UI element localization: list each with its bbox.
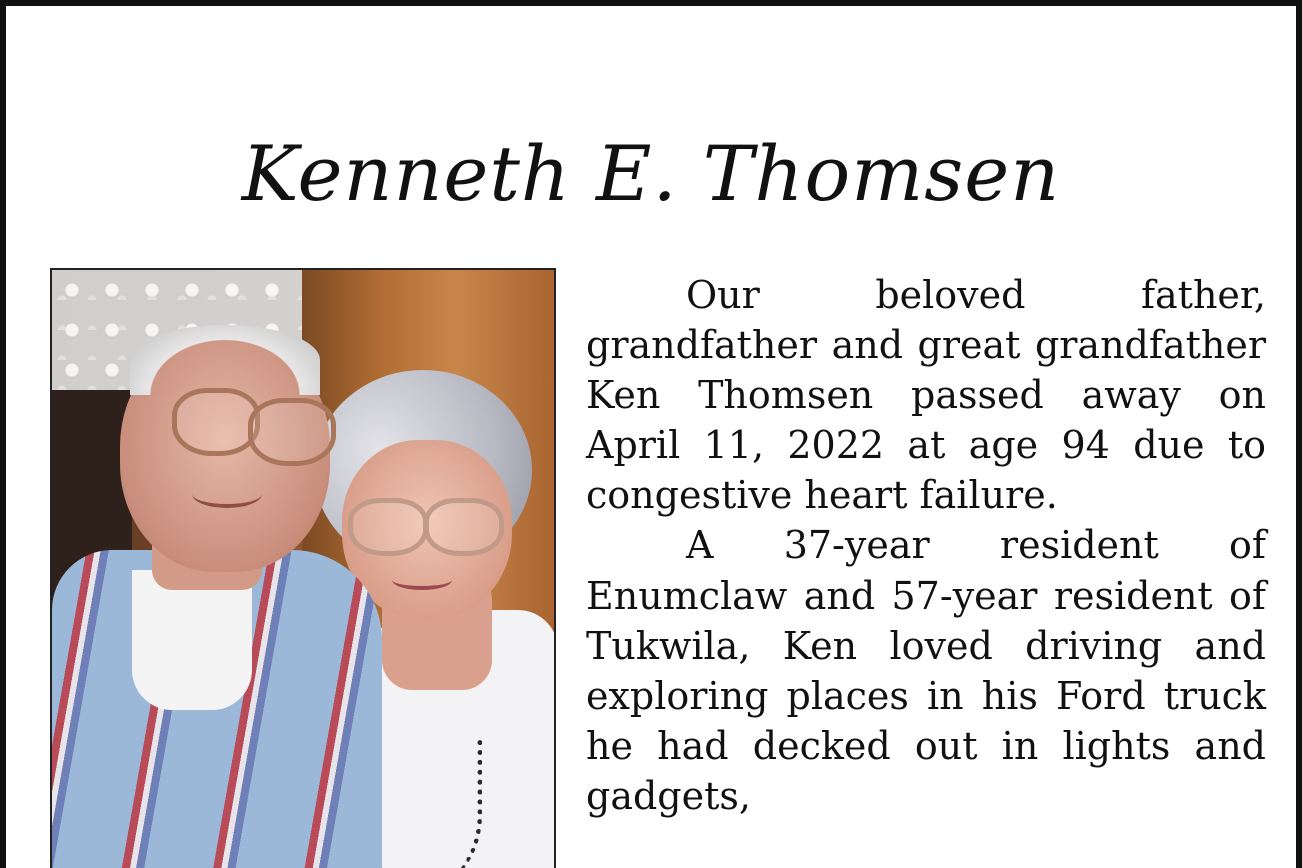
man-glasses-right [248,398,336,466]
obituary-paragraph-2: A 37-year resident of Enumclaw and 57-year resident of Tukwila, Ken loved driving and exploring places in his Ford truck he had decked out in lights and gadgets, [586,523,1266,818]
obituary-text [586,270,1266,821]
obituary-title: Kenneth E. Thomsen [241,129,1061,218]
man-undershirt [132,570,252,710]
woman-smile [392,570,452,590]
man-hair [130,325,320,395]
obituary-paragraph-1: Our beloved father, grandfather and great grandfather Ken Thomsen passed away on April 11, 2022 at age 94 due to congestive heart failure. [586,273,1266,518]
couple-photo [50,268,556,868]
woman-glasses-left [348,498,428,556]
man-smile [192,480,262,508]
man-glasses-left [172,388,260,456]
woman-glasses-right [424,498,504,556]
